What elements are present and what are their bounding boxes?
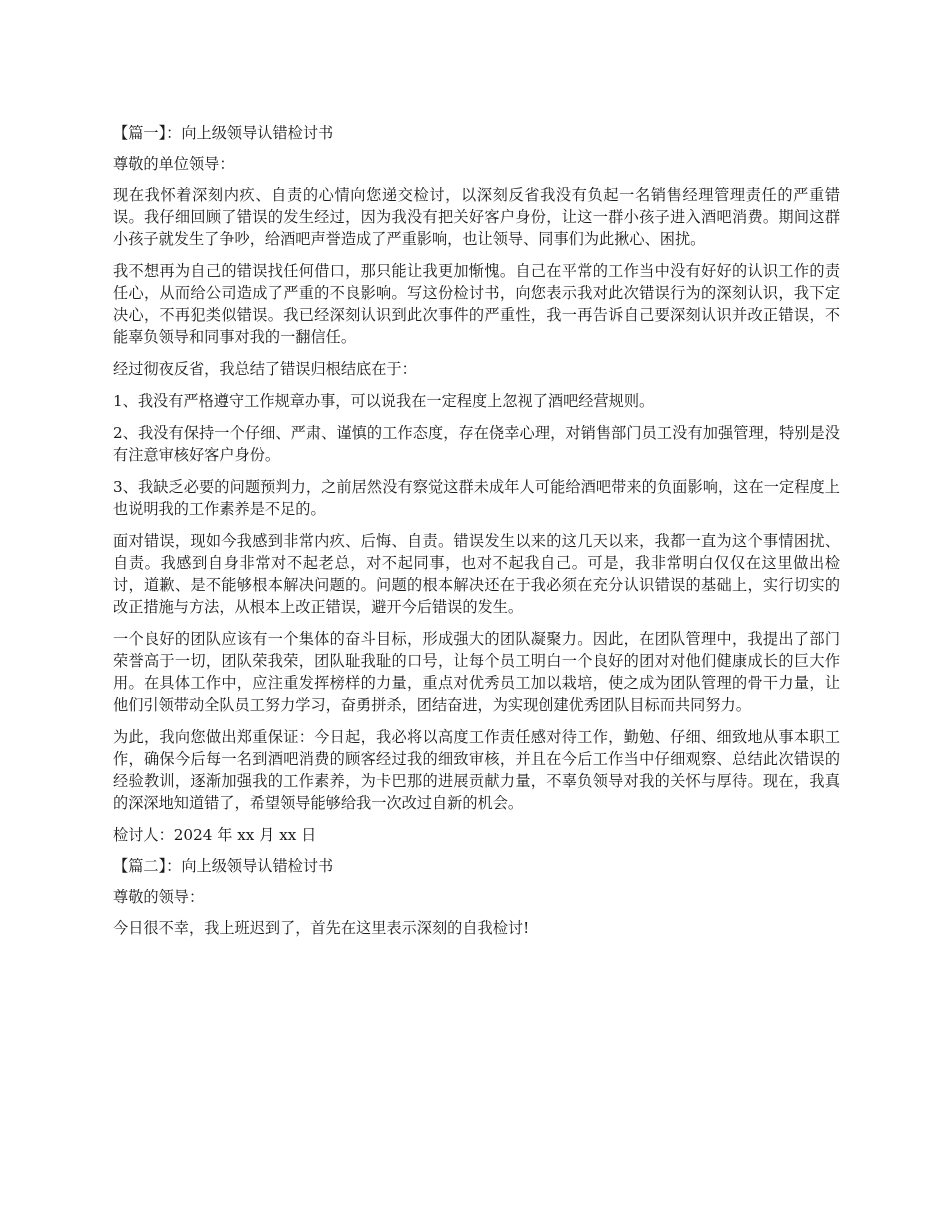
section-1-salutation: 尊敬的单位领导： <box>113 155 235 173</box>
section-1-paragraph: 我不想再为自己的错误找任何借口，那只能让我更加惭愧。自己在平常的工作当中没有好好的认识工作的责任心，从而给公司造成了严重的不良影响。写这份检讨书，向您表示我对此次错误行为的深刻认识，我下定决心，不再犯类似错误。我已经深刻认识到此次事件的严重性，我一再告诉自己要深刻认识并改正错误，不能辜负领导和同事对我的一翻信任。 <box>113 262 840 346</box>
section-1-paragraph: 一个良好的团队应该有一个集体的奋斗目标，形成强大的团队凝聚力。因此，在团队管理中，我提出了部门荣誉高于一切，团队荣我荣，团队耻我耻的口号，让每个员工明白一个良好的团对对他们健康成长的巨大作用。在具体工作中，应注重发挥榜样的力量，重点对优秀员工加以栽培，使之成为团队管理的骨干力量，让他们引领带动全队员工努力学习，奋勇拼杀，团结奋进，为实现创建优秀团队目标而共同努力。 <box>113 630 840 714</box>
section-1-paragraph: 为此，我向您做出郑重保证：今日起，我必将以高度工作责任感对待工作，勤勉、仔细、细致地从事本职工作，确保今后每一名到酒吧消费的顾客经过我的细致审核，并且在今后工作当中仔细观察、总结此次错误的经验教训，逐渐加强我的工作素养，为卡巴那的进展贡献力量，不辜负领导对我的关怀与厚待。现在，我真的深深地知道错了，希望领导能够给我一次改过自新的机会。 <box>113 728 840 812</box>
document-body <box>113 122 840 949</box>
section-1-list-item: 2、我没有保持一个仔细、严肃、谨慎的工作态度，存在侥幸心理，对销售部门员工没有加强管理，特别是没有注意审核好客户身份。 <box>113 424 840 464</box>
section-1-paragraph: 经过彻夜反省，我总结了错误归根结底在于： <box>113 360 417 378</box>
section-1-list-item: 3、我缺乏必要的问题预判力，之前居然没有察觉这群未成年人可能给酒吧带来的负面影响，这在一定程度上也说明我的工作素养是不足的。 <box>113 478 840 518</box>
section-2-title: 【篇二】：向上级领导认错检讨书 <box>113 857 334 875</box>
section-1-signature: 检讨人：2024 年 xx 月 xx 日 <box>113 826 317 844</box>
section-1-title: 【篇一】：向上级领导认错检讨书 <box>113 124 334 142</box>
section-2-salutation: 尊敬的领导： <box>113 888 205 906</box>
section-1-paragraph: 面对错误，现如今我感到非常内疚、后悔、自责。错误发生以来的这几天以来，我都一直为这个事情困扰、自责。我感到自身非常对不起老总，对不起同事，也对不起我自己。可是，我非常明白仅仅在这里做出检讨，道歉、是不能够根本解决问题的。问题的根本解决还在于我必须在充分认识错误的基础上，实行切实的改正措施与方法，从根本上改正错误，避开今后错误的发生。 <box>113 532 840 616</box>
section-1-paragraph: 现在我怀着深刻内疚、自责的心情向您递交检讨，以深刻反省我没有负起一名销售经理管理责任的严重错误。我仔细回顾了错误的发生经过，因为我没有把关好客户身份，让这一群小孩子进入酒吧消费。期间这群小孩子就发生了争吵，给酒吧声誉造成了严重影响，也让领导、同事们为此揪心、困扰。 <box>113 186 840 248</box>
section-1-list-item: 1、我没有严格遵守工作规章办事，可以说我在一定程度上忽视了酒吧经营规则。 <box>113 392 655 410</box>
section-2-paragraph: 今日很不幸，我上班迟到了，首先在这里表示深刻的自我检讨! <box>113 919 530 937</box>
